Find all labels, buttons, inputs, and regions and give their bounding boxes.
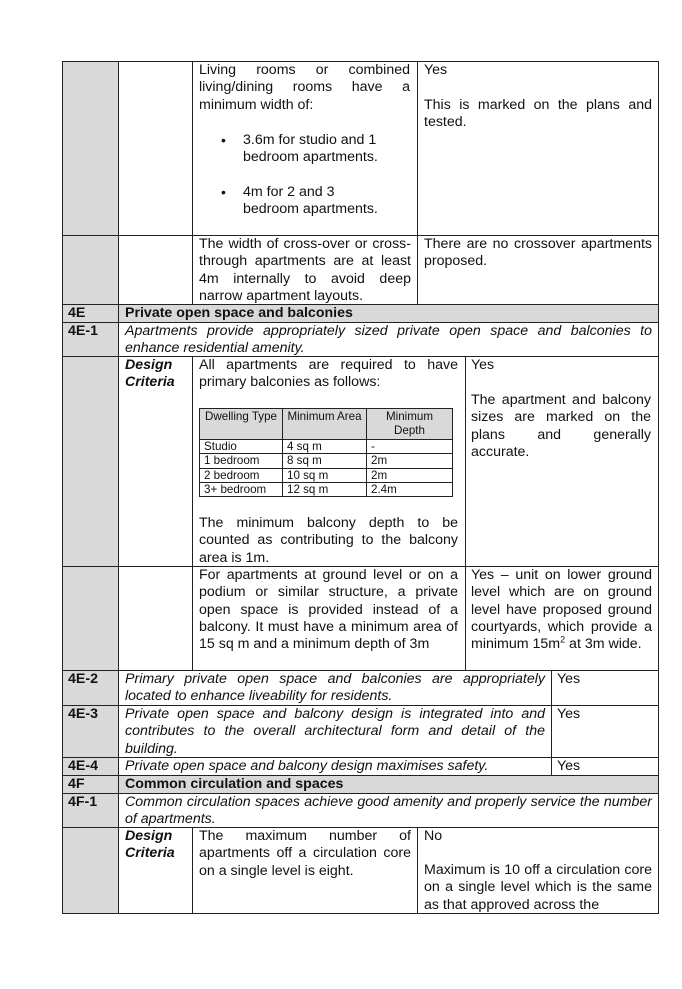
obj-4e4-code: 4E-4 — [68, 758, 98, 774]
table-cell: 1 bedroom — [200, 454, 283, 468]
table-cell: 3+ bedroom — [200, 482, 283, 496]
table-header: Minimum Area — [283, 409, 367, 440]
section-4f-code: 4F — [68, 776, 85, 792]
table-cell: 4 sq m — [283, 440, 367, 454]
table-cell: 2 bedroom — [200, 468, 283, 482]
obj-4e1-code: 4E-1 — [68, 323, 98, 339]
ground-level-requirement: For apartments at ground level or on a podium or similar structure, a private open space is provided instead of a balcony. It must have a minimum area of 15 sq m and a minimum depth of 3m — [199, 567, 458, 653]
circulation-criteria-comment: Maximum is 10 off a circulation core on a single level which is the same as that approved across the — [424, 862, 652, 913]
list-item: • 3.6m for studio and 1 bedroom apartments. — [221, 132, 378, 166]
bullet-icon: • — [221, 132, 226, 148]
obj-4e2-status: Yes — [557, 671, 581, 687]
crossover-requirement: The width of cross-over or cross-through apartments are at least 4m internally to avoid deep narrow apartment layouts. — [199, 236, 411, 304]
table-header: Dwelling Type — [200, 409, 283, 440]
table-header: Minimum Depth — [367, 409, 453, 440]
obj-4f1-text: Common circulation spaces achieve good amenity and properly service the number of apartments. — [125, 794, 652, 828]
living-width-intro: Living rooms or combined living/dining rooms have a minimum width of: — [199, 62, 410, 113]
balcony-criteria-comment: The apartment and balcony sizes are marked on the plans and generally accurate. — [471, 392, 651, 460]
table-row — [200, 468, 453, 482]
table-cell: 2.4m — [367, 482, 453, 496]
table-cell: 10 sq m — [283, 468, 367, 482]
table-cell: 12 sq m — [283, 482, 367, 496]
obj-4e3-text: Private open space and balcony design is integrated into and contributes to the overall architectural form and detail of the building. — [125, 706, 545, 757]
table-cell: 2m — [367, 454, 453, 468]
obj-4e3-code: 4E-3 — [68, 706, 98, 722]
bullet-icon: • — [221, 183, 226, 200]
living-width-status: Yes — [424, 62, 448, 78]
ground-level-comment: Yes – unit on lower ground level which are on ground level have proposed ground courtyards, which provide a minimum $15m^2$ at 3m wide. — [471, 567, 652, 653]
obj-4e4-text: Private open space and balcony design maximises safety. — [125, 758, 489, 774]
living-width-bullets — [199, 132, 389, 218]
crossover-comment: There are no crossover apartments proposed. — [424, 236, 652, 270]
balcony-depth-note: The minimum balcony depth to be counted as contributing to the balcony area is 1m. — [199, 515, 458, 566]
balcony-criteria-intro: All apartments are required to have primary balconies as follows: — [199, 357, 458, 391]
table-row — [200, 440, 453, 454]
obj-4e3-status: Yes — [557, 706, 581, 722]
balcony-size-table — [199, 408, 453, 497]
balcony-criteria-label: Design Criteria — [125, 357, 175, 391]
obj-4e1-text: Apartments provide appropriately sized private open space and balconies to enhance residential amenity. — [125, 323, 652, 357]
obj-4e2-text: Primary private open space and balconies are appropriately located to enhance liveability for residents. — [125, 671, 545, 705]
section-4e-title: Private open space and balconies — [125, 305, 353, 321]
table-row — [200, 454, 453, 468]
obj-4e4-status: Yes — [557, 758, 581, 774]
circulation-criteria-status: No — [424, 828, 443, 844]
table-cell: 2m — [367, 468, 453, 482]
circulation-criteria-label: Design Criteria — [125, 828, 175, 862]
table-row — [200, 482, 453, 496]
section-4e-code: 4E — [68, 305, 86, 321]
balcony-criteria-status: Yes — [471, 357, 495, 373]
table-cell: - — [367, 440, 453, 454]
obj-4e2-code: 4E-2 — [68, 671, 98, 687]
circulation-criteria-requirement: The maximum number of apartments off a circulation core on a single level is eight. — [199, 828, 411, 879]
living-width-comment: This is marked on the plans and tested. — [424, 97, 652, 131]
section-4f-title: Common circulation and spaces — [125, 776, 344, 792]
list-item: • 4m for 2 and 3 bedroom apartments. — [221, 183, 378, 217]
obj-4f1-code: 4F-1 — [68, 794, 98, 810]
table-cell: 8 sq m — [283, 454, 367, 468]
table-cell: Studio — [200, 440, 283, 454]
